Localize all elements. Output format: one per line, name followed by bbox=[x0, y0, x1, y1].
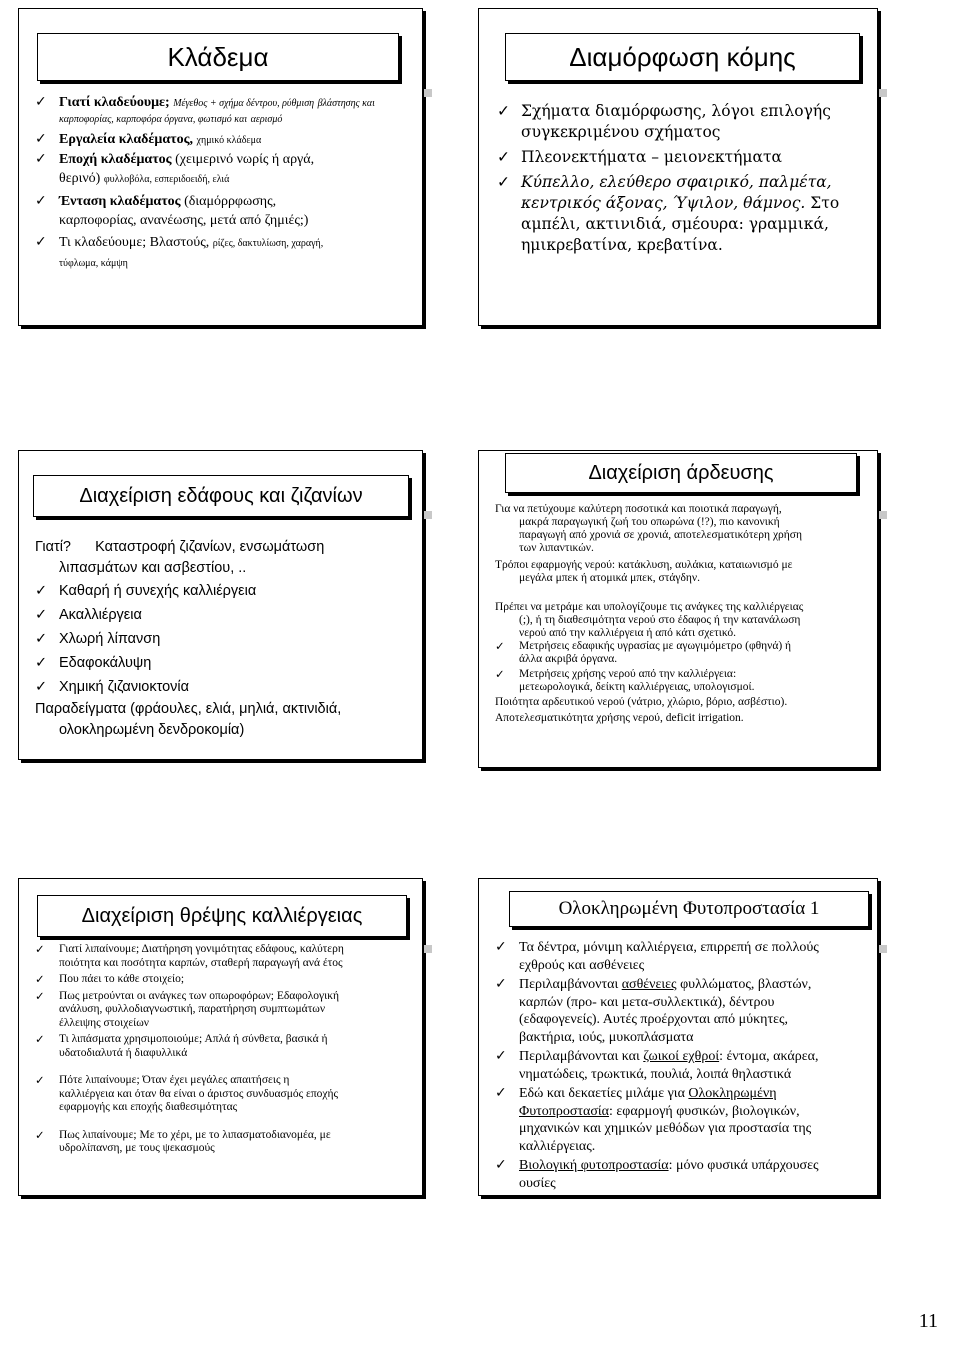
slide-nutrition-management bbox=[18, 878, 423, 1196]
list-item: ✓ Καθαρή ή συνεχής καλλιέργεια bbox=[35, 579, 415, 603]
soil-list bbox=[35, 537, 415, 741]
list-item: ✓ Πλεονεκτήματα – μειονεκτήματα bbox=[497, 147, 867, 168]
list-item: ✓ Ένταση κλαδέματος (διαμόρρφωσης, καρποφορίας, ανανέωσης, μετά από ζημιές;) bbox=[35, 192, 405, 230]
list-item: Τρόποι εφαρμογής νερού: κατάκλυση, αυλάκια, καταιωνισμό με μεγάλα μπεκ ή ατομικά μπεκ, στάγδην. bbox=[495, 559, 793, 584]
slide-canopy-training bbox=[478, 8, 878, 326]
list-item: ✓ Πότε λιπαίνουμε; Όταν έχει μεγάλες απαιτήσεις η καλλιέργεια και όταν θα είναι ο άριστος συνδυασμός εποχής εφαρμογής και εποχής διαθεσιμότητας bbox=[35, 1074, 419, 1115]
list-item: ✓ Τι κλαδεύουμε; Βλαστούς, ρίζες, δακτυλίωση, χαραγή, τύφλωμα, κάμψη bbox=[35, 233, 405, 273]
irrigation-list bbox=[495, 503, 873, 725]
page-number: 11 bbox=[918, 1310, 938, 1332]
list-item: Παραδείγματα (φράουλες, ελιά, μηλιά, ακτινιδιά, ολοκληρωμένη δενδροκομία) bbox=[35, 701, 342, 738]
list-item: ✓ Γιατί κλαδεύουμε; Μέγεθος + σχήμα δέντρου, ρύθμιση βλάστησης και καρποφορίας, καρποφόρα όργανα, φωτισμό και αερισμό bbox=[35, 95, 405, 127]
list-item: ✓ Περιλαμβάνονται και ζωικοί εχθροί: έντομα, ακάρεα, νηματώδεις, τρωκτικά, πουλιά, λοιπά θηλαστικά bbox=[495, 1048, 875, 1083]
slide-title: Διαχείριση θρέψης καλλιέργειας bbox=[37, 895, 407, 937]
list-item: ✓ Κύπελλο, ελεύθερο σφαιρικό, παλμέτα, κεντρικός άξονας, Ύψιλον, θάμνος. Στο αμπέλι, ακτινιδιά, σμέουρα: γραμμικά, ημικρεβατίνα, κρεβατίνα. bbox=[497, 172, 867, 256]
slide-title: Κλάδεμα bbox=[37, 33, 399, 81]
list-item: ✓ Εργαλεία κλαδέματος, χημικό κλάδεμα bbox=[35, 130, 405, 150]
list-item: ✓ Βιολογική φυτοπροστασία: μόνο φυσικά υπάρχουσες ουσίες bbox=[495, 1157, 875, 1192]
list-item: ✓ Εδώ και δεκαετίες μιλάμε για Ολοκληρωμένη Φυτοπροστασία: εφαρμογή φυσικών, βιολογικών, μηχανικών και χημικών μεθόδων για προστασία της καλλιέργειας. bbox=[495, 1085, 875, 1155]
list-item: Αποτελεσματικότητα χρήσης νερού, deficit irrigation. bbox=[495, 712, 744, 724]
slide-soil-weed-management bbox=[18, 450, 423, 760]
slide-irrigation-management bbox=[478, 450, 878, 768]
list-item: ✓ Γιατί λιπαίνουμε; Διατήρηση γονιμότητας εδάφους, καλύτερη ποιότητα και ποσότητα καρπών, σταθερή παραγωγή ανά έτος bbox=[35, 943, 419, 970]
pruning-list bbox=[35, 95, 405, 273]
list-item: ✓ Πως μετρούνται οι ανάγκες των οπωροφόρων; Εδαφολογική ανάλυση, φυλλοδιαγνωστική, παρατήρηση συμπτωμάτων έλλειψης στοιχείων bbox=[35, 990, 419, 1031]
protection-list bbox=[495, 939, 875, 1192]
list-item: Πρέπει να μετράμε και υπολογίζουμε τις ανάγκες της καλλιέργειας (;), ή τη διαθεσιμότητα νερού στο έδαφος ή την κατανάλωση νερού από την καλλιέργεια ή από κάτι σχετικό. bbox=[495, 601, 804, 639]
list-item: ✓ Μετρήσεις εδαφικής υγρασίας με αγωγιμόμετρο (φθηνά) ή άλλα ακριβά όργανα. bbox=[495, 640, 873, 666]
slide-title: Διαχείριση εδάφους και ζιζανίων bbox=[33, 475, 409, 517]
slide-corner-mark bbox=[424, 945, 432, 953]
slide-integrated-crop-protection bbox=[478, 878, 878, 1196]
list-item: Για να πετύχουμε καλύτερη ποσοτικά και ποιοτικά παραγωγή, μακρά παραγωγική ζωή του οπωρώνα (!?), πιο κανονική παραγωγή από χρονιά σε χρονιά, αποτελεσματικότερη χρήση των λιπαντικών. bbox=[495, 503, 803, 554]
canopy-list bbox=[497, 101, 867, 256]
list-item: ✓ Χημική ζιζανιοκτονία bbox=[35, 675, 415, 699]
slide-corner-mark bbox=[424, 511, 432, 519]
list-item: ✓ Εδαφοκάλυψη bbox=[35, 651, 415, 675]
slide-pruning bbox=[18, 8, 423, 326]
slide-corner-mark bbox=[424, 89, 432, 97]
list-item: ✓ Ακαλλιέργεια bbox=[35, 603, 415, 627]
list-item: ✓ Που πάει το κάθε στοιχείο; bbox=[35, 973, 419, 987]
slide-corner-mark bbox=[879, 511, 887, 519]
list-item: ✓ Μετρήσεις χρήσης νερού από την καλλιέργεια: μετεωρολογικά, δείκτη καλλιέργειας, υπολογισμοί. bbox=[495, 668, 873, 694]
list-item: Ποιότητα αρδευτικού νερού (νάτριο, χλώριο, βόριο, ασβέστιο). bbox=[495, 696, 788, 708]
list-item: ✓ Εποχή κλαδέματος (χειμερινό νωρίς ή αργά, θερινό) φυλλοβόλα, εσπεριδοειδή, ελιά bbox=[35, 150, 405, 189]
slide-corner-mark bbox=[879, 89, 887, 97]
slide-title: Ολοκληρωμένη Φυτοπροστασία 1 bbox=[509, 891, 869, 927]
list-item: ✓ Πως λιπαίνουμε; Με το χέρι, με το λιπασματοδιανομέα, με υδρολίπανση, με τους ψεκασμούς bbox=[35, 1129, 419, 1156]
list-item: Γιατί? Καταστροφή ζιζανίων, ενσωμάτωση λιπασμάτων και ασβεστίου, .. bbox=[35, 539, 325, 576]
list-item: ✓ Τα δέντρα, μόνιμη καλλιέργεια, επιρρεπή σε πολλούς εχθρούς και ασθένειες bbox=[495, 939, 875, 974]
list-item: ✓ Τι λιπάσματα χρησιμοποιούμε; Απλά ή σύνθετα, βασικά ή υδατοδιαλυτά ή διαφυλλικά bbox=[35, 1033, 419, 1060]
slide-title: Διαχείριση άρδευσης bbox=[505, 453, 857, 493]
nutrition-list bbox=[35, 943, 419, 1156]
list-item: ✓ Περιλαμβάνονται ασθένειες φυλλώματος, βλαστών, καρπών (προ- και μετα-συλλεκτικά), δέντρου (εδαφογενείς). Αυτές προέρχονται από μύκητες, βακτήρια, ιούς, μυκοπλάσματα bbox=[495, 976, 875, 1046]
list-item: ✓ Χλωρή λίπανση bbox=[35, 627, 415, 651]
slide-title: Διαμόρφωση κόμης bbox=[505, 33, 860, 81]
list-item: ✓ Σχήματα διαμόρφωσης, λόγοι επιλογής συγκεκριμένου σχήματος bbox=[497, 101, 867, 143]
slide-corner-mark bbox=[879, 945, 887, 953]
